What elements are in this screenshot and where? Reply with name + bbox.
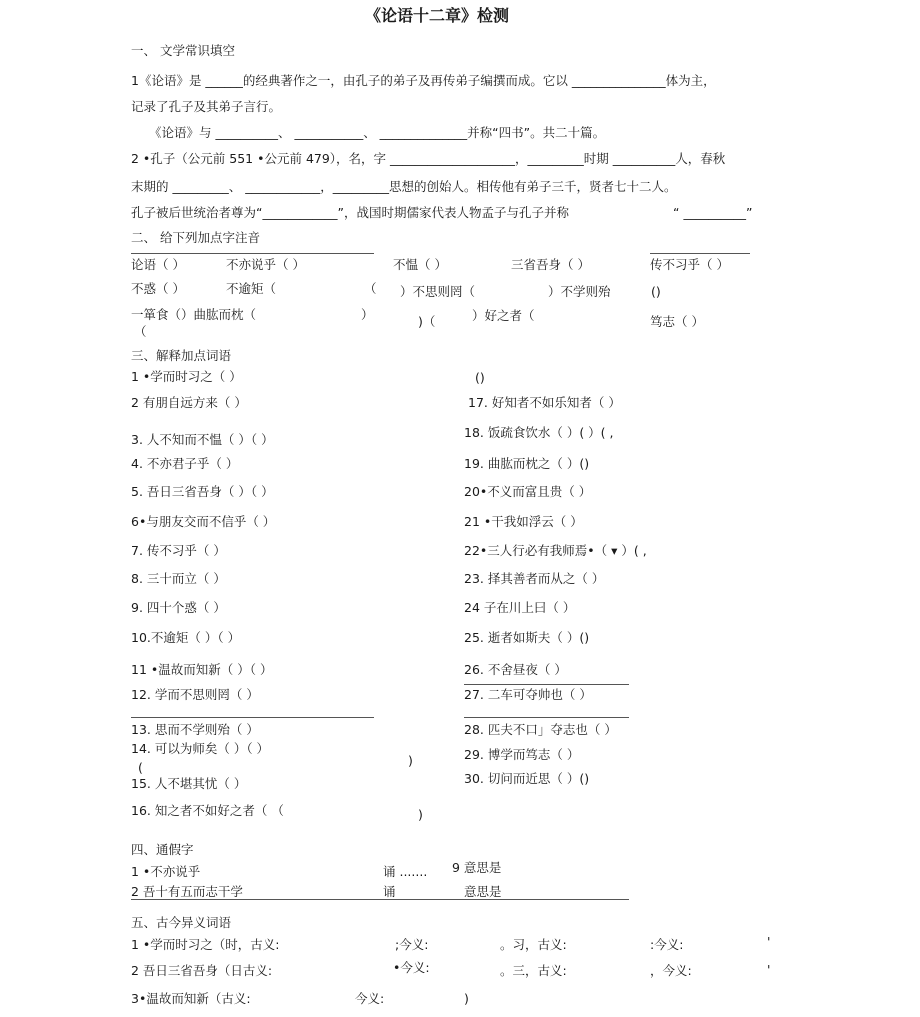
explain-item: 1 •学而时习之（ ）: [131, 369, 242, 384]
section-5-heading: 五、古今异义词语: [131, 915, 232, 930]
explain-item: 28. 匹夫不口」夺志也（ ）: [464, 722, 617, 737]
gujin-item: ': [767, 934, 771, 949]
divider: [131, 253, 374, 254]
explain-item: 18. 饭疏食饮水（ ）( ）( ,: [464, 425, 614, 440]
explain-item: 4. 不亦君子乎（ ）: [131, 456, 239, 471]
explain-item: (): [475, 370, 485, 385]
fill-line-2: 记录了孔子及其弟子言行。: [131, 99, 282, 114]
pinyin-item: (): [651, 284, 661, 299]
pinyin-item: ）好之者（: [472, 308, 535, 323]
explain-item: 23. 择其善者而从之（ ）: [464, 571, 605, 586]
fill-line-3: 《论语》与 __________、 ___________、 ______________并称“四书”。共二十篇。: [149, 125, 606, 140]
pinyin-item: 笃志（ ）: [650, 314, 704, 329]
divider: [464, 717, 629, 718]
tongjia-item: 1 •不亦说乎: [131, 864, 201, 879]
pinyin-item: ）: [361, 307, 374, 322]
page-title: 《论语十二章》检测: [365, 6, 510, 25]
explain-item: 5. 吾日三省吾身（ ）（ ）: [131, 484, 274, 499]
pinyin-item: 不惑（ ）: [131, 281, 185, 296]
explain-item: 25. 逝者如斯夫（ ）(): [464, 630, 590, 645]
explain-item: 12. 学而不思则罔（ ）: [131, 687, 259, 702]
gujin-item: :今义:: [650, 937, 684, 952]
gujin-item: ;今义:: [395, 937, 429, 952]
explain-item-extra: ): [408, 753, 413, 768]
section-1-heading: 一、 文学常识填空: [131, 43, 235, 58]
gujin-item: •今义:: [393, 960, 430, 975]
explain-item: 3. 人不知而不愠（ ）（ ）: [131, 432, 274, 447]
gujin-item: 今义:: [355, 991, 385, 1006]
pinyin-item: 三省吾身（ ）: [511, 257, 590, 272]
gujin-item: ，今义:: [650, 963, 692, 978]
explain-item: 10.不逾矩（ ）（ ）: [131, 630, 241, 645]
explain-item: 19. 曲肱而枕之（ ）(): [464, 456, 590, 471]
explain-item: 20•不义而富且贵（ ）: [464, 484, 592, 499]
gujin-item: 2 吾日三省吾身（日古义:: [131, 963, 273, 978]
fill-line-6: 孔子被后世统治者尊为“____________”，战国时期儒家代表人物孟子与孔子并称: [131, 205, 569, 220]
explain-item: 17. 好知者不如乐知者（ ）: [468, 395, 621, 410]
divider: [131, 899, 629, 900]
tongjia-item: 诵 .......: [383, 864, 428, 879]
pinyin-item: ）不学则殆: [548, 284, 611, 299]
explain-item: 26. 不舍昼夜（ ）: [464, 662, 567, 677]
explain-item: 30. 切问而近思（ ）(): [464, 771, 590, 786]
divider: [650, 253, 750, 254]
explain-item: 11 •温故而知新（ ）（ ）: [131, 662, 273, 677]
explain-item: 6•与朋友交而不信乎（ ）: [131, 514, 276, 529]
explain-item: 2 有朋自远方来（ ）: [131, 395, 247, 410]
tongjia-item: 诵: [383, 884, 396, 899]
explain-item: 27. 二车可夺帅也（ ）: [464, 687, 592, 702]
pinyin-item: ）不思则罔（: [400, 284, 476, 299]
tongjia-item: 2 吾十有五而志干学: [131, 884, 243, 899]
explain-item: 21 •干我如浮云（ ）: [464, 514, 583, 529]
explain-item: 24 子在川上曰（ ）: [464, 600, 576, 615]
explain-item: 9. 四十个惑（ ）: [131, 600, 226, 615]
divider: [131, 717, 374, 718]
pinyin-item: 不逾矩（: [226, 281, 277, 296]
explain-item: 13. 思而不学则殆（ ）: [131, 722, 259, 737]
pinyin-item: （: [134, 324, 147, 339]
gujin-item: 。习，古义:: [500, 937, 567, 952]
fill-line-4: 2 •孔子（公元前 551 •公元前 479），名，字 ____________________，_________时期 __________人，春秋: [131, 151, 726, 166]
gujin-item: 。三，古义:: [500, 963, 567, 978]
gujin-item: 3•温故而知新（古义:: [131, 991, 251, 1006]
tongjia-item: 9 意思是: [452, 860, 502, 875]
section-3-heading: 三、解释加点词语: [131, 348, 232, 363]
explain-item: 29. 博学而笃志（ ）: [464, 747, 580, 762]
pinyin-item: 传不习乎（ ）: [650, 257, 729, 272]
explain-item: 8. 三十而立（ ）: [131, 571, 226, 586]
explain-item: 22•三人行必有我师焉•（ ▾ ）( ,: [464, 543, 647, 558]
fill-line-1: 1《论语》是 ______的经典著作之一，由孔子的弟子及再传弟子编撰而成。它以 _______________体为主，: [131, 73, 716, 88]
pinyin-item: 不亦说乎（ ）: [226, 257, 305, 272]
explain-item: 16. 知之者不如好之者（ （: [131, 803, 284, 818]
explain-item-extra: ): [418, 807, 423, 822]
explain-item: 7. 传不习乎（ ）: [131, 543, 226, 558]
pinyin-item: （: [364, 281, 377, 296]
explain-item: 14. 可以为师矣（ ）（ ）: [131, 741, 270, 756]
pinyin-item: 不愠（ ）: [393, 257, 447, 272]
pinyin-item: )（: [418, 314, 436, 329]
explain-item-extra: (: [138, 760, 143, 775]
section-2-heading: 二、 给下列加点字注音: [131, 230, 260, 245]
explain-item: 15. 人不堪其忧（ ）: [131, 776, 247, 791]
tongjia-item: 意思是: [464, 884, 502, 899]
fill-line-5: 末期的 _________、 ____________，_________思想的创始人。相传他有弟子三千，贤者七十二人。: [131, 179, 677, 194]
pinyin-item: 一箪食（）曲肱而枕（: [131, 307, 257, 322]
fill-line-6-end: “ __________”: [673, 205, 753, 220]
section-4-heading: 四、通假字: [131, 842, 194, 857]
gujin-item: ): [464, 991, 469, 1006]
gujin-item: ': [767, 962, 771, 977]
pinyin-item: 论语（ ）: [131, 257, 185, 272]
gujin-item: 1 •学而时习之（时，古义:: [131, 937, 280, 952]
divider: [464, 684, 629, 685]
